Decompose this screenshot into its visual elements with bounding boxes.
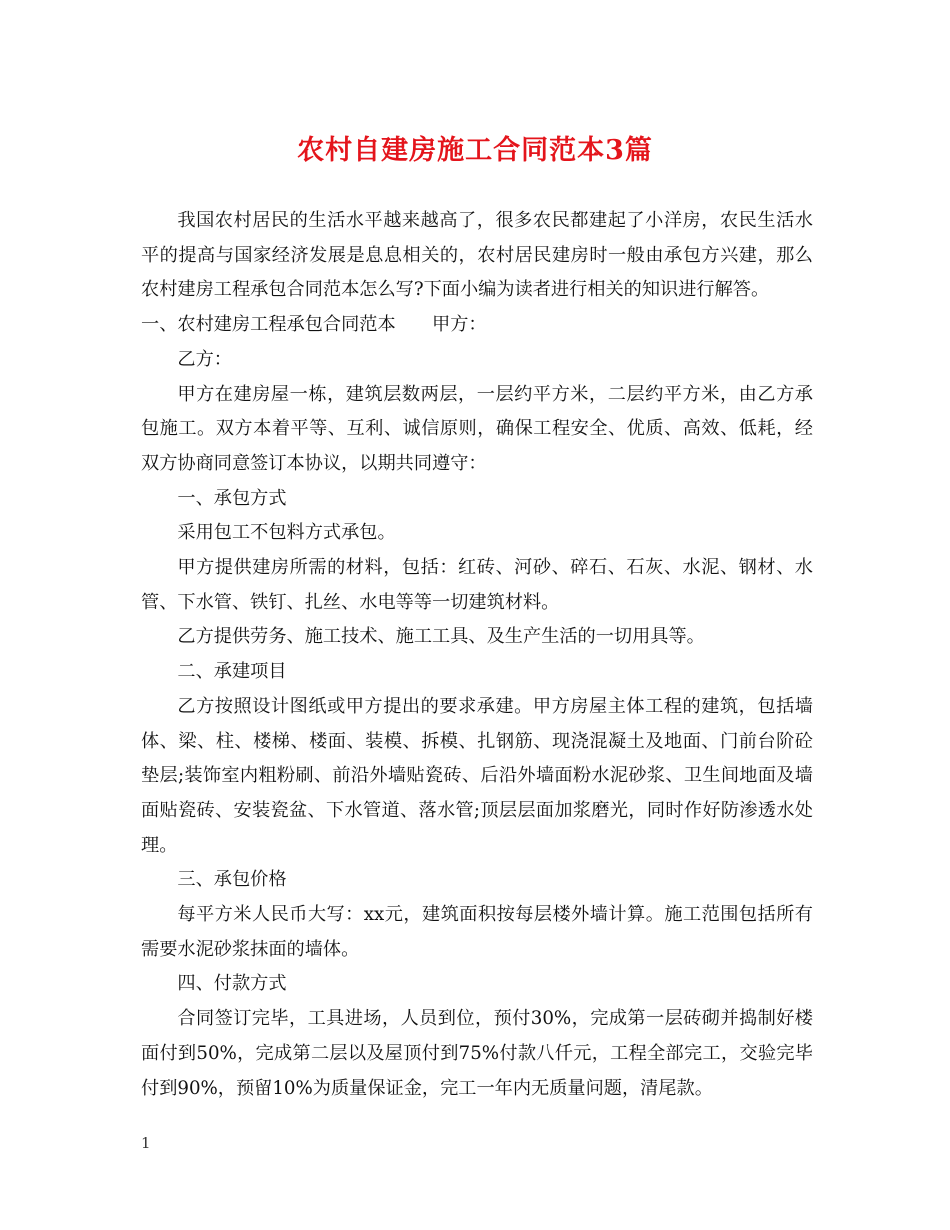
section-heading-contract: 一、农村建房工程承包合同范本 甲方： [141,314,487,336]
paragraph-payment-method: 合同签订完毕，工具进场，人员到位，预付30%，完成第一层砖砌并捣制好楼面付到50%，完成第二层以及屋顶付到75%付款八仟元，工程全部完工，交验完毕付到90%，预留10%为质量保证金，完工一年内无质量问题，清尾款。 [141,1008,813,1099]
party-b-line: 乙方： [177,348,232,370]
paragraph-construction-items: 乙方按照设计图纸或甲方提出的要求承建。甲方房屋主体工程的建筑，包括墙体、梁、柱、楼梯、楼面、装模、拆模、扎钢筋、现浇混凝土及地面、门前台阶砼垫层;装饰室内粗粉刷、前沿外墙贴瓷砖、后沿外墙面粉水泥砂浆、卫生间地面及墙面贴瓷砖、安装瓷盆、下水管道、落水管;顶层层面加浆磨光，同时作好防渗透水处理。 [141,695,813,856]
paragraph-intro: 我国农村居民的生活水平越来越高了，很多农民都建起了小洋房，农民生活水平的提高与国家经济发展是息息相关的，农村居民建房时一般由承包方兴建，那么农村建房工程承包合同范本怎么写?下面小编为读者进行相关的知识进行解答。 [141,210,813,301]
heading-contract-price: 三、承包价格 [177,869,287,891]
paragraph-contract-method: 采用包工不包料方式承包。 [177,522,396,544]
paragraph-contract-price: 每平方米人民币大写：xx元，建筑面积按每层楼外墙计算。施工范围包括所有需要水泥砂浆抹面的墙体。 [141,904,813,960]
heading-contract-method: 一、承包方式 [177,487,287,509]
paragraph-agreement: 甲方在建房屋一栋，建筑层数两层，一层约平方米，二层约平方米，由乙方承包施工。双方本着平等、互利、诚信原则，确保工程安全、优质、高效、低耗，经双方协商同意签订本协议，以期共同遵守： [141,383,813,474]
paragraph-party-b-labor: 乙方提供劳务、施工技术、施工工具、及生产生活的一切用具等。 [177,626,705,648]
heading-construction-items: 二、承建项目 [177,661,287,683]
document-body [141,204,813,1106]
page-number: 1 [141,1134,151,1152]
heading-payment-method: 四、付款方式 [177,973,287,995]
paragraph-party-a-materials: 甲方提供建房所需的材料，包括：红砖、河砂、碎石、石灰、水泥、钢材、水管、下水管、铁钉、扎丝、水电等等一切建筑材料。 [141,557,813,613]
document-title: 农村自建房施工合同范本3篇 [297,135,653,166]
